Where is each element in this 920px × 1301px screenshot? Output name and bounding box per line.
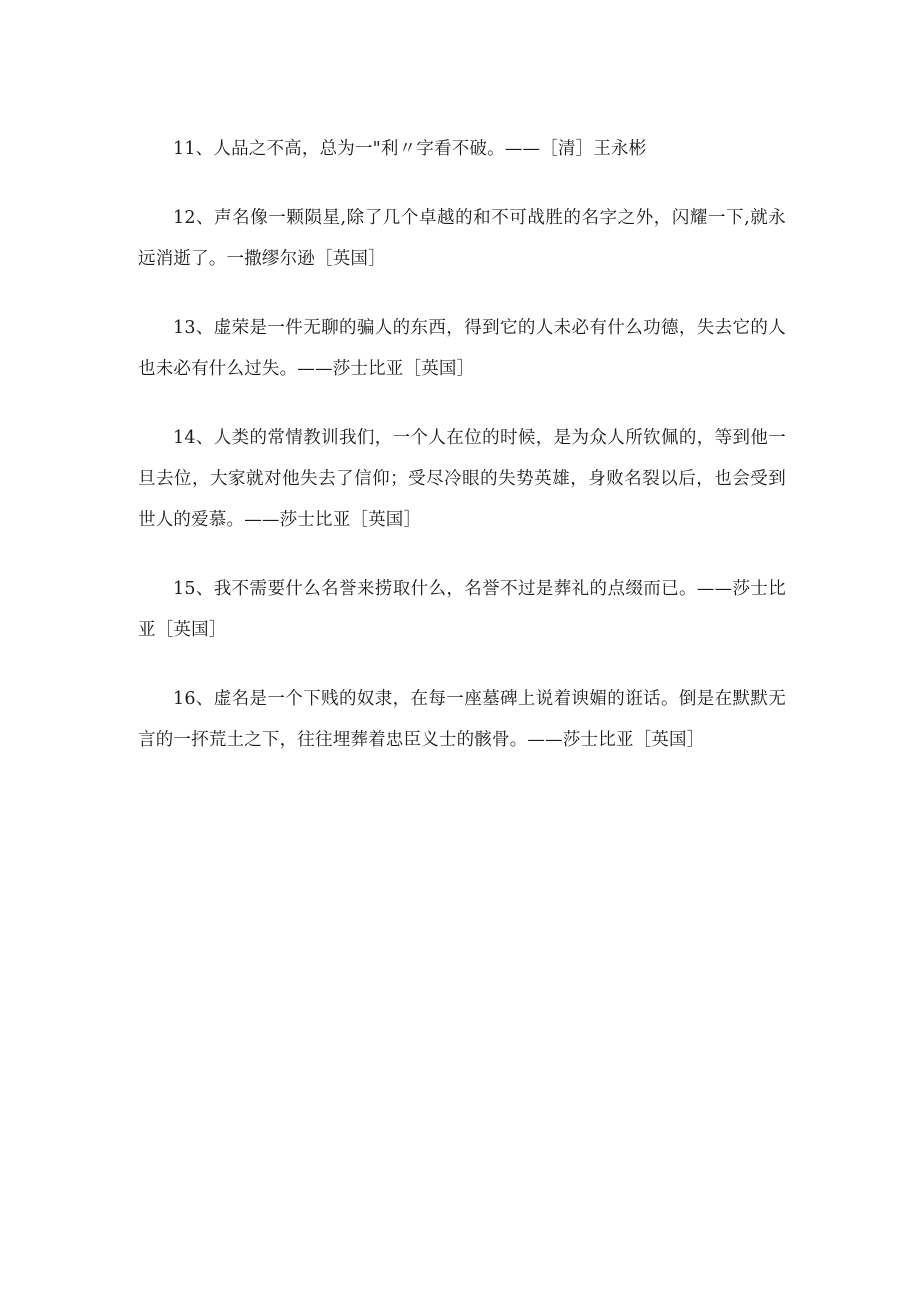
quote-paragraph-14: 14、人类的常情教训我们，一个人在位的时候，是为众人所钦佩的，等到他一旦去位，大家就对他失去了信仰；受尽冷眼的失势英雄，身败名裂以后，也会受到世人的爱慕。——莎士比亚［英国］ <box>138 428 786 530</box>
quote-paragraph-13: 13、虚荣是一件无聊的骗人的东西，得到它的人未必有什么功德，失去它的人也未必有什么过失。——莎士比亚［英国］ <box>138 318 786 379</box>
quote-paragraph-16: 16、虚名是一个下贱的奴隶，在每一座墓碑上说着谀媚的诳话。倒是在默默无言的一抔荒土之下，往往埋葬着忠臣义士的骸骨。——莎士比亚［英国］ <box>138 689 786 750</box>
quote-list <box>138 129 786 789</box>
quote-paragraph-12: 12、声名像一颗陨星,除了几个卓越的和不可战胜的名字之外，闪耀一下,就永远消逝了。一撒缪尔逊［英国］ <box>138 208 786 269</box>
quote-paragraph-11: 11、人品之不高，总为一"利〃字看不破。——［清］王永彬 <box>173 139 647 159</box>
quote-paragraph-15: 15、我不需要什么名誉来捞取什么，名誉不过是葬礼的点缀而已。——莎士比亚［英国］ <box>138 579 786 640</box>
